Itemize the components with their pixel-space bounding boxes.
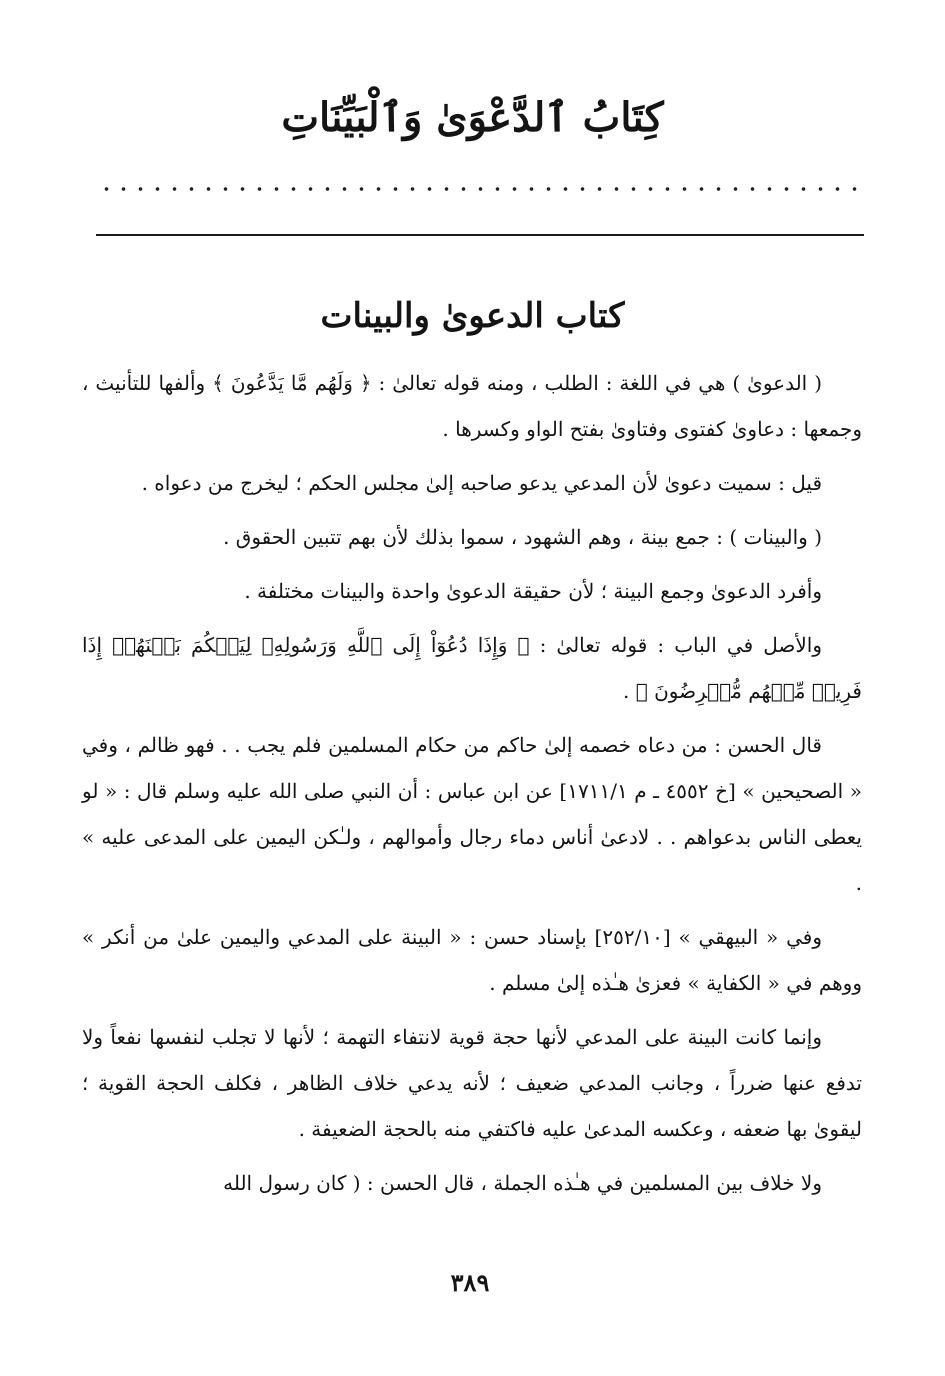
page-number: ٣٨٩: [450, 1268, 490, 1297]
paragraph-definition: ( الدعوىٰ ) هي في اللغة : الطلب ، ومنه قوله تعالىٰ : ﴿ وَلَهُم مَّا يَدَّعُونَ ﴾ وألفها للتأنيث ، وجمعها : دعاوىٰ كفتوى وفتاوىٰ بفتح الواو وكسرها .: [82, 371, 862, 441]
paragraph-consensus: ولا خلاف بين المسلمين في هـٰذه الجملة ، قال الحسن : ( كان رسول الله: [223, 1171, 822, 1195]
paragraph-hasan-hadith: قال الحسن : من دعاه خصمه إلىٰ حاكم من حكام المسلمين فلم يجب . . فهو ظالم ، وفي « الصحيحين » [خ ٤٥٥٢ ـ م ١٧١١/١] عن ابن عباس : أن النبي صلى الله عليه وسلم قال : « لو يعطى الناس بدعواهم . . لادعىٰ أناس دماء رجال وأموالهم ، ولـٰكن اليمين على المدعى عليه » .: [82, 733, 862, 895]
paragraph-singular-plural: وأفرد الدعوىٰ وجمع البينة ؛ لأن حقيقة الدعوىٰ واحدة والبينات مختلفة .: [244, 579, 822, 603]
paragraph-reasoning: وإنما كانت البينة على المدعي لأنها حجة قوية لانتفاء التهمة ؛ لأنها لا تجلب لنفسها نفعاً ولا تدفع عنها ضرراً ، وجانب المدعي ضعيف ؛ لأنه يدعي خلاف الظاهر ، فكلف الحجة القوية ؛ ليقوىٰ بها ضعفه ، وعكسه المدعىٰ عليه فاكتفي منه بالحجة الضعيفة .: [82, 1025, 862, 1141]
paragraph-bayyinat: ( والبينات ) : جمع بينة ، وهم الشهود ، سموا بذلك لأن بهم تتبين الحقوق .: [223, 525, 822, 549]
dotted-divider: [98, 186, 864, 192]
paragraph-bayhaqi: وفي « البيهقي » [٢٥٢/١٠] بإسناد حسن : « البينة على المدعي واليمين علىٰ من أنكر » ووهم في « الكفاية » فعزىٰ هـٰذه إلىٰ مسلم .: [82, 925, 862, 995]
paragraph-origin: والأصل في الباب : قوله تعالىٰ : ﴿ وَإِذَا دُعُوٓاْ إِلَى ٱللَّهِ وَرَسُولِهِۦ لِيَحۡكُمَ بَيۡنَهُمۡ إِذَا فَرِيقٞ مِّنۡهُم مُّعۡرِضُونَ ﴾ .: [82, 633, 862, 703]
paragraph-naming: قيل : سميت دعوىٰ لأن المدعي يدعو صاحبه إلىٰ مجلس الحكم ؛ ليخرج من دعواه .: [141, 471, 822, 495]
running-header-title: كِتَابُ ٱلدَّعْوَىٰ وَٱلْبَيِّنَاتِ: [281, 94, 664, 141]
horizontal-rule: [96, 234, 864, 236]
body-text: [82, 360, 862, 1214]
section-title: كتاب الدعوىٰ والبينات: [320, 296, 625, 336]
